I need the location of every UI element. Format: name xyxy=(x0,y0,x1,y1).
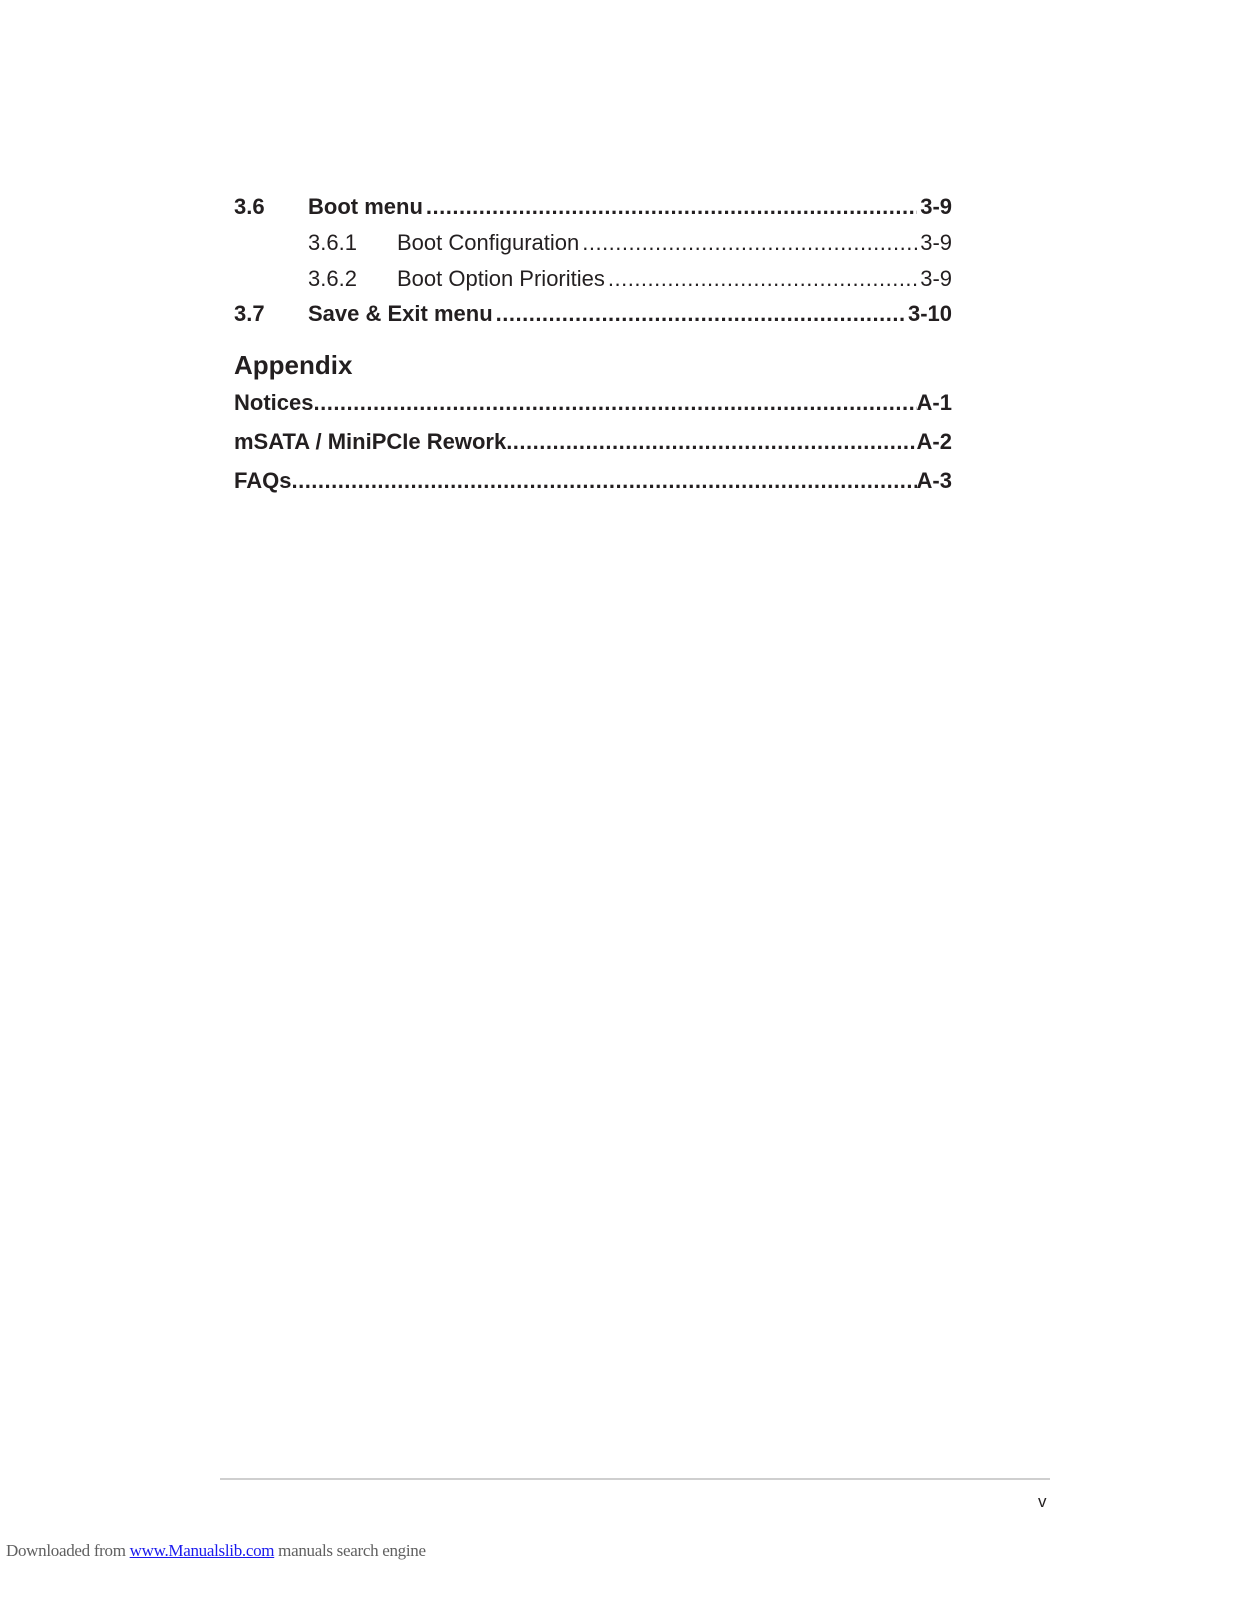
toc-entry-title: mSATA / MiniPCIe Rework xyxy=(234,429,507,454)
page-number: v xyxy=(1038,1492,1047,1511)
footer-divider xyxy=(220,1478,1050,1480)
dot-leader xyxy=(291,468,916,494)
appendix-heading: Appendix xyxy=(234,350,353,380)
footer-suffix: manuals search engine xyxy=(274,1541,426,1560)
toc-entry-page: A-3 xyxy=(916,468,952,493)
toc-entry-boot-option-priorities[interactable] xyxy=(308,266,952,292)
toc-entry-title: Boot menu xyxy=(308,194,423,219)
dot-leader xyxy=(313,390,916,416)
dot-leader xyxy=(608,266,917,292)
download-footer xyxy=(6,1541,426,1561)
toc-entry-number: 3.6 xyxy=(234,194,265,219)
dot-leader xyxy=(426,194,917,220)
dot-leader xyxy=(496,301,905,327)
toc-entry-title: FAQs xyxy=(234,468,292,493)
manualslib-link[interactable]: www.Manualslib.com xyxy=(129,1541,275,1560)
dot-leader xyxy=(582,230,917,256)
toc-entry-save-exit-menu[interactable] xyxy=(234,301,952,327)
toc-entry-number: 3.6.1 xyxy=(308,230,357,255)
toc-entry-title: Boot Configuration xyxy=(397,230,580,255)
toc-entry-title: Boot Option Priorities xyxy=(397,266,605,291)
toc-entry-page: 3-9 xyxy=(920,230,952,255)
toc-entry-page: A-2 xyxy=(916,429,952,454)
toc-entry-title: Notices xyxy=(234,390,314,415)
toc-entry-page: 3-9 xyxy=(920,266,952,291)
toc-entry-title: Save & Exit menu xyxy=(308,301,493,326)
toc-entry-number: 3.7 xyxy=(234,301,265,326)
dot-leader xyxy=(506,429,916,455)
toc-entry-page: 3-10 xyxy=(907,301,952,326)
footer-prefix: Downloaded from xyxy=(6,1541,130,1560)
toc-entry-msata-minipcie-rework[interactable] xyxy=(234,429,952,455)
toc-entry-faqs[interactable] xyxy=(234,468,952,494)
toc-entry-notices[interactable] xyxy=(234,390,952,416)
toc-entry-number: 3.6.2 xyxy=(308,266,357,291)
toc-entry-page: A-1 xyxy=(916,390,952,415)
toc-entry-page: 3-9 xyxy=(920,194,952,219)
toc-entry-boot-menu[interactable] xyxy=(234,194,952,220)
toc-entry-boot-configuration[interactable] xyxy=(308,230,952,256)
